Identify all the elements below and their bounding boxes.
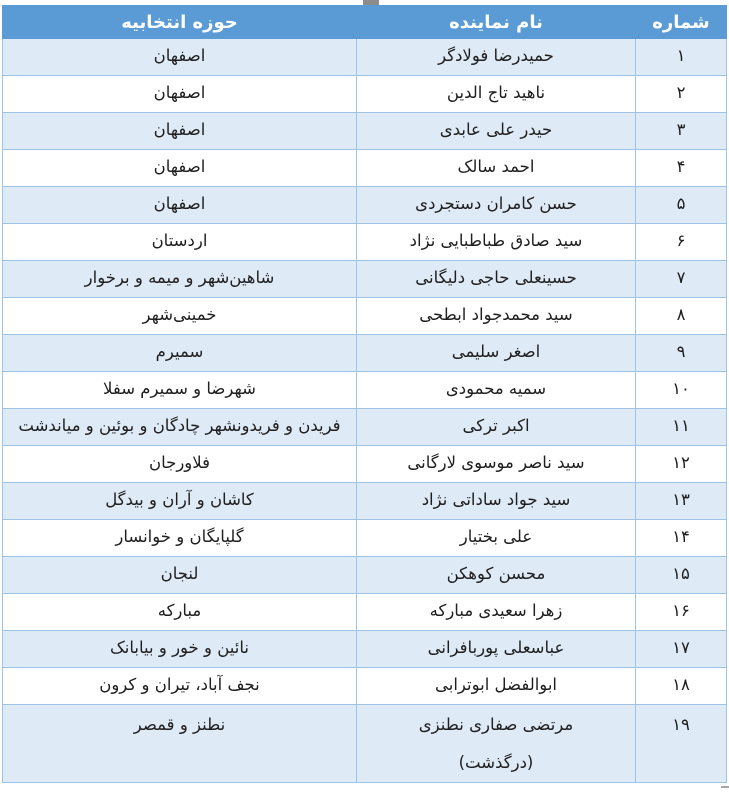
row-number-cell: ۱۸ [636,668,727,705]
district-cell: اصفهان [3,39,357,76]
representative-name-cell [357,335,636,372]
table-row [3,446,727,483]
table-body [3,39,727,783]
table-row [3,298,727,335]
representative-name-cell [357,150,636,187]
district-cell: شاهین‌شهر و میمه و برخوار [3,261,357,298]
representative-name-cell [357,446,636,483]
representative-name-cell [357,39,636,76]
table-row [3,39,727,76]
table-header [3,6,727,39]
row-number-cell: ۱۲ [636,446,727,483]
header-row [3,6,727,39]
row-number-cell: ۵ [636,187,727,224]
table-row [3,335,727,372]
row-number-cell: ۱ [636,39,727,76]
district-cell: نائین و خور و بیابانک [3,631,357,668]
district-cell: سمیرم [3,335,357,372]
representative-name-cell [357,520,636,557]
representative-name: زهرا سعیدی مبارکه [429,601,563,621]
representative-name: سید محمدجواد ابطحی [419,305,573,325]
row-number-cell: ۱۷ [636,631,727,668]
district-cell: خمینی‌شهر [3,298,357,335]
representative-name: عباسعلی پوربافرانی [427,638,565,658]
district-cell: اصفهان [3,150,357,187]
representative-name: حیدر علی عابدی [439,120,553,140]
representative-name-note: (درگذشت) [458,753,534,773]
representative-name: اکبر ترکی [462,416,530,436]
representative-name: اصغر سلیمی [451,342,541,362]
representative-name: سید جواد ساداتی نژاد [421,490,571,510]
district-cell: فلاورجان [3,446,357,483]
district-cell: نطنز و قمصر [3,705,357,783]
representative-name-cell [357,187,636,224]
representative-name-cell [357,631,636,668]
representative-name-cell [357,409,636,446]
column-header-number: شماره [636,6,727,39]
row-number-cell: ۱۴ [636,520,727,557]
row-number-cell: ۱۱ [636,409,727,446]
table-row [3,668,727,705]
representative-name: سمیه محمودی [445,379,547,399]
representative-name-cell [357,483,636,520]
representative-name-cell [357,224,636,261]
representative-name-cell [357,113,636,150]
row-number-cell: ۶ [636,224,727,261]
table-row [3,113,727,150]
row-number-cell: ۱۳ [636,483,727,520]
screenshot-artifact-bottom [721,786,729,788]
representative-name-cell [357,705,636,783]
table-row [3,224,727,261]
row-number-cell: ۱۵ [636,557,727,594]
row-number-cell: ۱۶ [636,594,727,631]
representatives-table [2,5,727,783]
district-cell: گلپایگان و خوانسار [3,520,357,557]
representative-name-cell [357,668,636,705]
table-row [3,409,727,446]
column-header-name: نام نماینده [357,6,636,39]
representative-name-cell [357,557,636,594]
representative-name: حسینعلی حاجی دلیگانی [415,268,577,288]
representative-name-cell [357,298,636,335]
representative-name-cell [357,76,636,113]
row-number-cell: ۳ [636,113,727,150]
district-cell: مبارکه [3,594,357,631]
table-row [3,557,727,594]
row-number-cell: ۷ [636,261,727,298]
representative-name: حمیدرضا فولادگر [438,46,554,66]
row-number-cell: ۱۰ [636,372,727,409]
table-row [3,705,727,783]
row-number-cell: ۲ [636,76,727,113]
district-cell: اصفهان [3,187,357,224]
district-cell: لنجان [3,557,357,594]
representative-name: ناهید تاج الدین [446,83,546,103]
table-row [3,187,727,224]
row-number-cell: ۴ [636,150,727,187]
representative-name: سید ناصر موسوی لارگانی [407,453,585,473]
representative-name: ابوالفضل ابوترابی [434,675,558,695]
representative-name-cell [357,594,636,631]
district-cell: فریدن و فریدونشهر چادگان و بوئین و میاندشت [3,409,357,446]
representative-name: مرتضی صفاری نطنزی [418,715,574,734]
table-row [3,150,727,187]
district-cell: شهرضا و سمیرم سفلا [3,372,357,409]
row-number-cell: ۹ [636,335,727,372]
representative-name: محسن کوهکن [446,564,546,584]
table-row [3,483,727,520]
representative-name: حسن کامران دستجردی [415,194,577,214]
representative-name-cell [357,372,636,409]
district-cell: اردستان [3,224,357,261]
table-row [3,520,727,557]
table-row [3,631,727,668]
table-row [3,372,727,409]
column-header-district: حوزه انتخابیه [3,6,357,39]
row-number-cell: ۱۹ [636,705,727,783]
district-cell: کاشان و آران و بیدگل [3,483,357,520]
district-cell: اصفهان [3,113,357,150]
table-row [3,261,727,298]
representative-name: سید صادق طباطبایی نژاد [409,231,583,251]
representative-name: احمد سالک [457,157,535,177]
representative-name-cell [357,261,636,298]
table-row [3,594,727,631]
representative-name: علی بختیار [459,527,533,547]
district-cell: نجف آباد، تیران و کرون [3,668,357,705]
row-number-cell: ۸ [636,298,727,335]
table-row [3,76,727,113]
district-cell: اصفهان [3,76,357,113]
